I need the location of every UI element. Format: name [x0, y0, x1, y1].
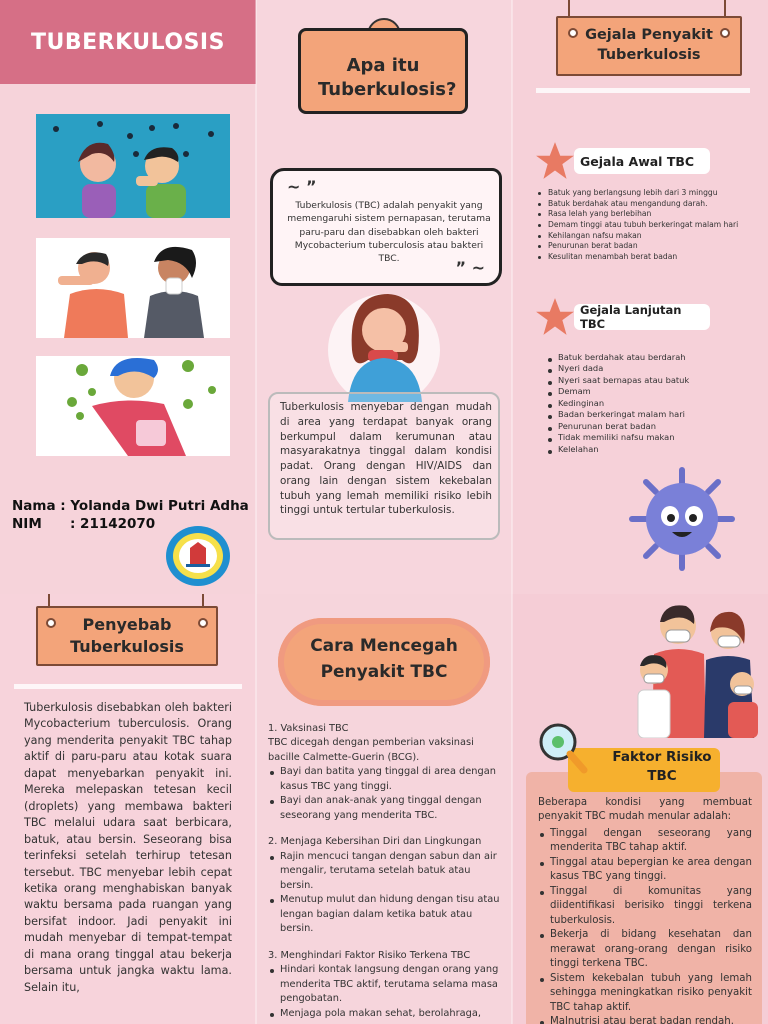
- list-item: Batuk berdahak atau berdarah: [546, 352, 756, 363]
- list-item: Bekerja di bidang kesehatan dan merawat orang-orang dengan risiko tinggi terkena TBC.: [538, 928, 752, 971]
- panel-what-is-tb: [256, 0, 512, 594]
- list-item: Batuk yang berlangsung lebih dari 3 minggu: [536, 188, 766, 199]
- panel-symptoms: [512, 0, 768, 594]
- late-symptoms-list: [546, 352, 756, 455]
- list-item: Tinggal dengan seseorang yang menderita TBC tahap aktif.: [538, 827, 752, 856]
- coughing-boy-illustration: [36, 356, 230, 456]
- definition-text: Tuberkulosis (TBC) adalah penyakit yang memengaruhi sistem pernapasan, terutama paru-paru dan disebabkan oleh bakteri Mycobacterium tuberculosis atau bakteri TBC.: [287, 200, 491, 265]
- causes-heading: [36, 606, 218, 666]
- list-item: Nyeri dada: [546, 363, 756, 374]
- magnifier-virus-icon: [536, 722, 592, 778]
- list-item: Kesulitan menambah berat badan: [536, 252, 766, 263]
- school-logo: [164, 524, 232, 588]
- panel-risk-factors: [512, 594, 768, 1024]
- list-item: Tinggal di komunitas yang diidentifikasi berisiko tinggi terkena tuberkulosis.: [538, 885, 752, 928]
- list-item: Rasa lelah yang berlebihan: [536, 209, 766, 220]
- section-title: 3. Menghindari Faktor Risiko Terkena TBC: [268, 949, 471, 961]
- hygiene-list: [268, 850, 504, 937]
- list-item: Malnutrisi atau berat badan rendah.: [538, 1015, 752, 1024]
- symptoms-heading-text: Gejala Penyakit Tuberkulosis: [585, 27, 713, 63]
- panel-cover: [0, 0, 256, 594]
- prevention-heading-text: Cara Mencegah Penyakit TBC: [310, 636, 458, 682]
- list-item: Badan berkeringat malam hari: [546, 409, 756, 420]
- what-is-tb-heading: [298, 28, 468, 114]
- list-item: Penurunan berat badan: [546, 421, 756, 432]
- causes-text: Tuberkulosis disebabkan oleh bakteri Mycobacterium tuberculosis. Orang yang menderita penyakit TBC tahap aktif di paru-paru atau kotak suara dapat menyebarkan penyakit ini. Mereka melepaskan tetesan kecil (droplets) yang membawa bakteri TBC melalui udara saat berbicara, batuk, atau bersin. Seseorang bisa terinfeksi setelah terhirup tetesan tersebut. TBC menyebar lebih cepat ketika orang menghabiskan banyak waktu bersama pada ruangan yang bersifat indoor. Jadi penyakit ini mudah menyebar di tempat-tempat di mana orang tinggal atau bekerja bersama untuk jangka waktu lama. Selain itu,: [24, 701, 232, 994]
- spread-text: Tuberkulosis menyebar dengan mudah di area yang terdapat banyak orang berkumpul dalam kerumunan atau masyarakatnya tinggal dalam kondisi padat. Orang dengan HIV/AIDS dan orang lain dengan sistem kekebalan tubuh yang lemah memiliki risiko lebih tinggi untuk tertular tuberkulosis.: [280, 401, 492, 517]
- section-title: 2. Menjaga Kebersihan Diri dan Lingkungan: [268, 836, 482, 848]
- risk-intro: Beberapa kondisi yang membuat penyakit TBC mudah menular adalah:: [538, 797, 752, 823]
- coughing-pair-illustration: [36, 238, 230, 338]
- quote-open-icon: ~ ”: [287, 177, 317, 196]
- spread-info-box: [268, 392, 500, 540]
- sick-woman-illustration: [318, 290, 452, 402]
- symptoms-heading: [556, 16, 742, 76]
- risk-factors-list: [538, 827, 752, 1024]
- risk-avoid-list: [268, 963, 504, 1021]
- star-icon: [534, 296, 576, 338]
- early-symptoms-list: [536, 188, 766, 262]
- definition-quote-box: [270, 168, 502, 286]
- student-nim: NIM : 21142070: [12, 516, 156, 532]
- list-item: Nyeri saat bernapas atau batuk: [546, 375, 756, 386]
- list-item: Rajin mencuci tangan dengan sabun dan air mengalir, terutama setelah batuk atau bersin.: [268, 850, 504, 893]
- list-item: Bayi dan anak-anak yang tinggal dengan seseorang yang menderita TBC.: [268, 794, 504, 823]
- fold-line: [511, 0, 513, 1024]
- prevention-content: [268, 722, 504, 1021]
- late-symptoms-label: Gejala Lanjutan TBC: [574, 304, 710, 330]
- list-item: Tinggal atau bepergian ke area dengan kasus TBC yang tinggi.: [538, 856, 752, 885]
- list-item: Batuk berdahak atau mengandung darah.: [536, 199, 766, 210]
- student-name: Nama : Yolanda Dwi Putri Adha: [12, 498, 249, 514]
- list-item: Tidak memiliki nafsu makan: [546, 432, 756, 443]
- sick-people-illustration: [36, 114, 230, 218]
- panel-prevention: [256, 594, 512, 1024]
- vaccine-list: [268, 765, 504, 823]
- list-item: Demam: [546, 386, 756, 397]
- risk-factors-heading-text: Faktor Risiko TBC: [612, 749, 712, 784]
- what-is-tb-heading-text: Apa itu Tuberkulosis?: [318, 54, 457, 100]
- cover-title: TUBERKULOSIS: [0, 0, 256, 84]
- list-item: Bayi dan batita yang tinggal di area dengan kasus TBC yang tinggi.: [268, 765, 504, 794]
- list-item: Sistem kekebalan tubuh yang lemah sehingga meningkatkan risiko penyakit TBC tahap aktif.: [538, 972, 752, 1015]
- virus-mascot-icon: [626, 464, 738, 574]
- masked-family-illustration: [624, 598, 768, 738]
- early-symptoms-label: Gejala Awal TBC: [574, 148, 710, 174]
- list-item: Menjaga pola makan sehat, berolahraga,: [268, 1007, 504, 1021]
- star-icon: [534, 140, 576, 182]
- fold-line: [255, 0, 257, 1024]
- list-item: Menutup mulut dan hidung dengan tisu atau lengan bagian dalam ketika batuk atau bersin.: [268, 893, 504, 936]
- section-title: 1. Vaksinasi TBC: [268, 723, 349, 734]
- panel-causes: [0, 594, 256, 1024]
- list-item: Demam tinggi atau tubuh berkeringat malam hari: [536, 220, 766, 231]
- list-item: Kedinginan: [546, 398, 756, 409]
- list-item: Hindari kontak langsung dengan orang yang menderita TBC aktif, terutama selama masa pengobatan.: [268, 963, 504, 1006]
- prevention-heading: [278, 618, 490, 706]
- quote-close-icon: ” ~: [455, 258, 485, 277]
- risk-factors-content: [538, 796, 752, 1024]
- list-item: Kelelahan: [546, 444, 756, 455]
- section-text: TBC dicegah dengan pemberian vaksinasi bacille Calmette-Guerin (BCG).: [268, 737, 474, 763]
- list-item: Penurunan berat badan: [536, 241, 766, 252]
- causes-heading-text: Penyebab Tuberkulosis: [70, 615, 184, 656]
- list-item: Kehilangan nafsu makan: [536, 231, 766, 242]
- school-logo-text: [164, 580, 232, 581]
